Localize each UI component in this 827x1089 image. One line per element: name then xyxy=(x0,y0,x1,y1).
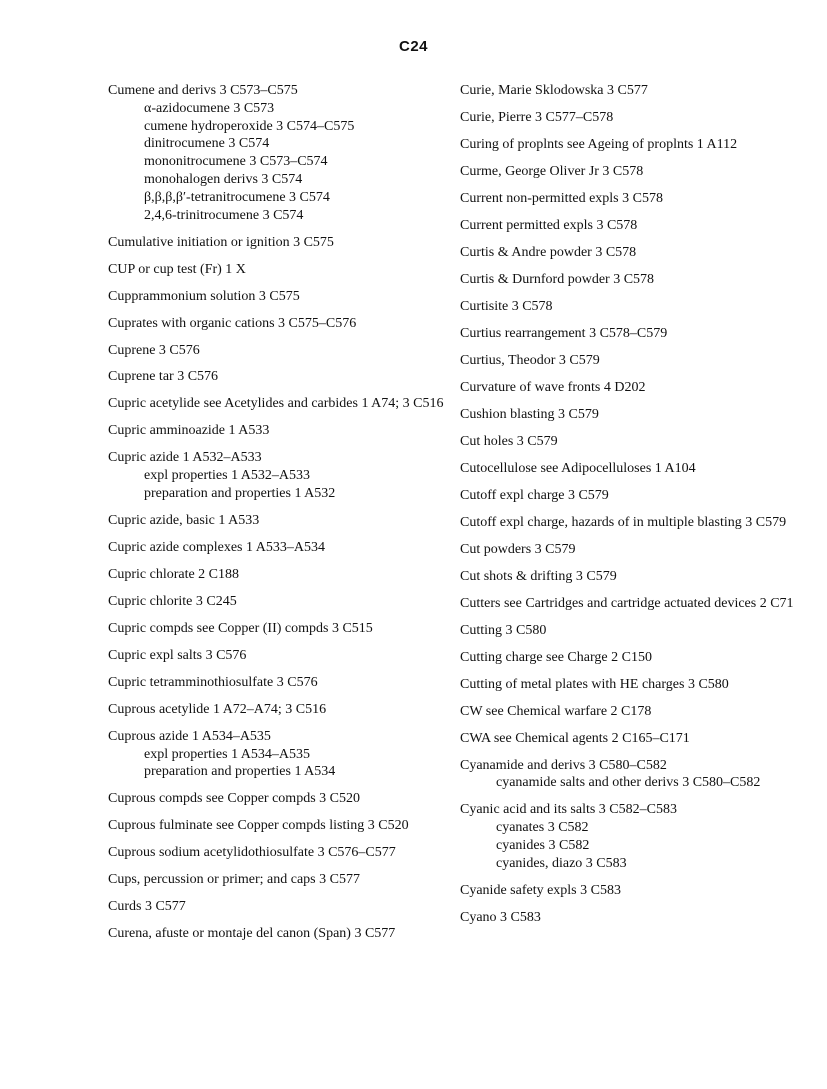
index-entry-heading: Cupric acetylide see Acetylides and carbides 1 A74; 3 C516 xyxy=(108,396,444,412)
index-entry-heading: Cuprene 3 C576 xyxy=(108,342,200,358)
index-entry xyxy=(460,433,815,451)
index-subentry: 2,4,6-trinitrocumene 3 C574 xyxy=(144,207,304,223)
index-entry xyxy=(108,449,453,502)
index-entry-heading: Cups, percussion or primer; and caps 3 C577 xyxy=(108,872,360,888)
index-entry-heading: Cumulative initiation or ignition 3 C575 xyxy=(108,234,334,250)
index-entry xyxy=(460,487,815,505)
index-entry xyxy=(108,512,453,530)
index-entry xyxy=(460,801,815,872)
index-entry-heading: Cuprene tar 3 C576 xyxy=(108,369,219,385)
index-entry-heading: Cuprous acetylide 1 A72–A74; 3 C516 xyxy=(108,701,327,717)
index-entry xyxy=(108,817,453,835)
index-entry xyxy=(108,315,453,333)
index-entry xyxy=(108,395,453,413)
index-subentry: monohalogen derivs 3 C574 xyxy=(144,171,303,187)
index-entry-heading: Cupric azide complexes 1 A533–A534 xyxy=(108,540,325,555)
index-subentry: mononitrocumene 3 C573–C574 xyxy=(144,154,328,170)
index-entry xyxy=(460,909,815,927)
index-entry xyxy=(108,871,453,889)
index-entry-heading: Cutting charge see Charge 2 C150 xyxy=(460,649,652,665)
page-number: C24 xyxy=(398,38,429,55)
index-subentry: cyanides, diazo 3 C583 xyxy=(496,855,627,871)
index-entry-heading: Cutoff expl charge 3 C579 xyxy=(460,487,609,503)
index-subentry: α-azidocumene 3 C573 xyxy=(144,100,275,116)
index-entry xyxy=(460,271,815,289)
index-entry xyxy=(460,298,815,316)
index-entry xyxy=(108,647,453,665)
index-entry xyxy=(108,593,453,611)
index-entry-heading: Curtisite 3 C578 xyxy=(460,298,553,314)
index-entry xyxy=(108,261,453,279)
index-entry xyxy=(460,352,815,370)
index-entry-heading: Cuprous compds see Copper compds 3 C520 xyxy=(108,791,360,807)
index-entry xyxy=(460,541,815,559)
index-entry-heading: Cyanic acid and its salts 3 C582–C583 xyxy=(460,802,677,818)
index-entry xyxy=(460,163,815,181)
index-column-right xyxy=(460,82,815,936)
index-entry-heading: Curvature of wave fronts 4 D202 xyxy=(460,379,646,395)
index-entry-heading: Curds 3 C577 xyxy=(108,899,186,915)
index-entry-heading: Cupric chlorite 3 C245 xyxy=(108,593,237,609)
index-entry xyxy=(108,539,453,557)
index-subentry: expl properties 1 A534–A535 xyxy=(144,746,311,762)
index-entry-heading: Curie, Marie Sklodowska 3 C577 xyxy=(460,83,648,98)
index-entry-heading: Cuprous sodium acetylidothiosulfate 3 C576–C577 xyxy=(108,845,396,861)
index-entry xyxy=(108,620,453,638)
index-entry-heading: Curena, afuste or montaje del canon (Span) 3 C577 xyxy=(108,926,396,942)
index-entry xyxy=(108,701,453,719)
index-entry xyxy=(460,595,815,613)
index-entry xyxy=(460,676,815,694)
index-column-left xyxy=(108,82,453,952)
index-entry-heading: CW see Chemical warfare 2 C178 xyxy=(460,703,652,719)
index-subentry: cumene hydroperoxide 3 C574–C575 xyxy=(144,118,355,134)
index-subentry: dinitrocumene 3 C574 xyxy=(144,136,270,152)
index-entry-heading: Cutters see Cartridges and cartridge actuated devices 2 C71 xyxy=(460,595,794,611)
index-entry-heading: Cuprous fulminate see Copper compds listing 3 C520 xyxy=(108,818,409,834)
index-entry xyxy=(460,568,815,586)
index-entry-heading: Curtius rearrangement 3 C578–C579 xyxy=(460,325,668,341)
index-entry-heading: Cupric azide, basic 1 A533 xyxy=(108,513,260,529)
index-entry xyxy=(108,728,453,781)
index-entry-heading: Cumene and derivs 3 C573–C575 xyxy=(108,83,298,98)
index-entry-heading: Cyanamide and derivs 3 C580–C582 xyxy=(460,757,667,773)
index-entry xyxy=(460,757,815,793)
index-entry-heading: Cupric azide 1 A532–A533 xyxy=(108,450,262,466)
index-entry-heading: Cutocellulose see Adipocelluloses 1 A104 xyxy=(460,460,696,476)
index-entry-heading: Cutting 3 C580 xyxy=(460,622,547,638)
index-entry-heading: Cut powders 3 C579 xyxy=(460,541,576,557)
index-entry xyxy=(460,703,815,721)
index-entry xyxy=(108,342,453,360)
index-entry xyxy=(460,460,815,478)
index-entry xyxy=(108,566,453,584)
index-entry-heading: Cupprammonium solution 3 C575 xyxy=(108,288,300,304)
index-subentry: cyanamide salts and other derivs 3 C580–C582 xyxy=(496,775,761,791)
index-entry-heading: Curtis & Durnford powder 3 C578 xyxy=(460,271,655,287)
index-subentry: β,β,β,β′-tetranitrocumene 3 C574 xyxy=(144,189,330,205)
index-entry-heading: Current non-permitted expls 3 C578 xyxy=(460,190,663,206)
index-entry xyxy=(460,379,815,397)
index-entry-heading: CWA see Chemical agents 2 C165–C171 xyxy=(460,730,690,746)
index-entry xyxy=(108,925,453,943)
index-entry-heading: Cyano 3 C583 xyxy=(460,909,541,925)
index-entry xyxy=(108,234,453,252)
index-entry-heading: Cutting of metal plates with HE charges 3 C580 xyxy=(460,676,729,692)
index-entry-heading: Cut holes 3 C579 xyxy=(460,433,558,449)
index-entry-heading: Cupric compds see Copper (II) compds 3 C515 xyxy=(108,620,373,636)
index-entry-heading: Cushion blasting 3 C579 xyxy=(460,406,599,422)
index-entry xyxy=(460,136,815,154)
index-entry-heading: Cuprous azide 1 A534–A535 xyxy=(108,728,271,744)
index-entry-heading: Current permitted expls 3 C578 xyxy=(460,217,638,233)
index-entry xyxy=(460,882,815,900)
index-entry xyxy=(460,244,815,262)
index-entry xyxy=(108,844,453,862)
index-entry xyxy=(460,406,815,424)
index-subentry: preparation and properties 1 A534 xyxy=(144,764,336,780)
index-entry xyxy=(108,422,453,440)
index-entry xyxy=(108,368,453,386)
index-entry-heading: Curtis & Andre powder 3 C578 xyxy=(460,244,637,260)
index-entry xyxy=(108,674,453,692)
index-entry xyxy=(460,649,815,667)
index-entry xyxy=(460,109,815,127)
index-entry-heading: Cupric chlorate 2 C188 xyxy=(108,566,240,582)
index-entry-heading: Cyanide safety expls 3 C583 xyxy=(460,882,621,898)
index-entry-heading: Cupric tetramminothiosulfate 3 C576 xyxy=(108,674,318,690)
index-entry-heading: Cutoff expl charge, hazards of in multiple blasting 3 C579 xyxy=(460,514,787,530)
index-entry-heading: Cupric amminoazide 1 A533 xyxy=(108,423,270,439)
index-entry xyxy=(460,622,815,640)
index-entry-heading: Cuprates with organic cations 3 C575–C576 xyxy=(108,315,357,331)
index-entry-heading: CUP or cup test (Fr) 1 X xyxy=(108,261,246,277)
index-entry-heading: Cut shots & drifting 3 C579 xyxy=(460,568,617,584)
index-entry xyxy=(460,82,815,100)
index-subentry: expl properties 1 A532–A533 xyxy=(144,468,311,484)
index-entry xyxy=(460,730,815,748)
index-entry xyxy=(460,514,815,532)
index-entry-heading: Cupric expl salts 3 C576 xyxy=(108,647,247,663)
index-entry xyxy=(108,898,453,916)
index-entry xyxy=(108,288,453,306)
index-entry-heading: Curing of proplnts see Ageing of proplnts 1 A112 xyxy=(460,136,738,152)
index-subentry: cyanides 3 C582 xyxy=(496,837,590,853)
index-entry xyxy=(460,325,815,343)
index-entry-heading: Curtius, Theodor 3 C579 xyxy=(460,352,600,368)
index-entry xyxy=(460,217,815,235)
index-entry-heading: Curie, Pierre 3 C577–C578 xyxy=(460,109,614,125)
index-subentry: cyanates 3 C582 xyxy=(496,820,589,836)
index-entry-heading: Curme, George Oliver Jr 3 C578 xyxy=(460,163,644,179)
index-entry xyxy=(460,190,815,208)
index-entry xyxy=(108,82,453,224)
index-entry xyxy=(108,790,453,808)
index-subentry: preparation and properties 1 A532 xyxy=(144,486,336,502)
